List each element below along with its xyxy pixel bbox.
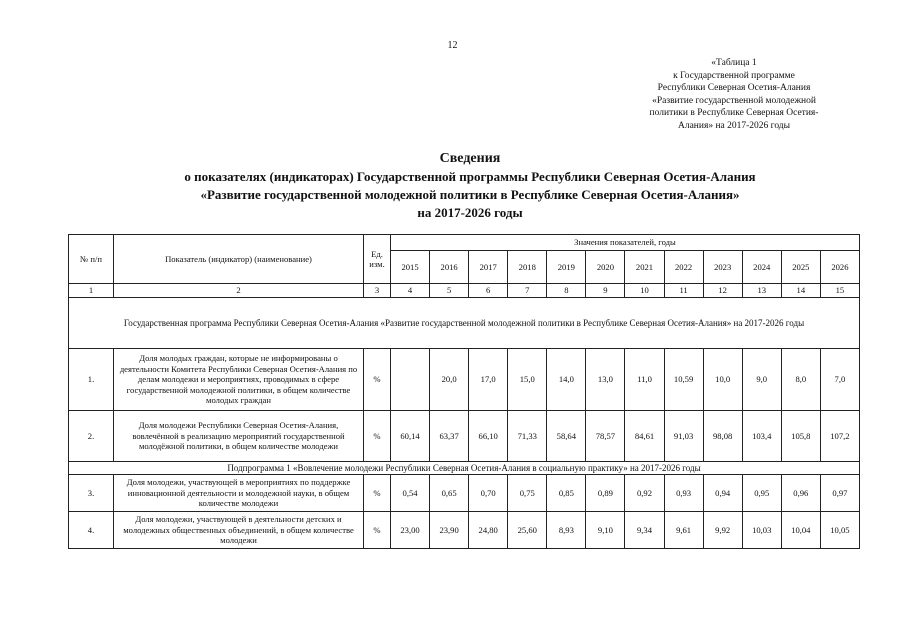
header-year: 2020 — [586, 251, 625, 284]
value-cell: 25,60 — [508, 512, 547, 549]
value-cell: 13,0 — [586, 349, 625, 411]
column-number: 10 — [625, 284, 664, 298]
value-cell: 7,0 — [820, 349, 859, 411]
header-unit: Ед. изм. — [364, 235, 391, 284]
appendix-line: политики в Республике Северная Осетия- — [649, 108, 819, 118]
header-num: № п/п — [69, 235, 114, 284]
header-year: 2023 — [703, 251, 742, 284]
indicator-name: Доля молодежи, участвующей в деятельности детских и молодежных общественных объединений, в общем количестве молодежи — [114, 512, 364, 549]
value-cell: 10,04 — [781, 512, 820, 549]
header-year: 2022 — [664, 251, 703, 284]
row-number: 4. — [69, 512, 114, 549]
value-cell: 84,61 — [625, 411, 664, 462]
title-line: о показателях (индикаторах) Государственной программы Республики Северная Осетия-Алания — [184, 169, 756, 184]
header-year: 2019 — [547, 251, 586, 284]
column-number: 6 — [469, 284, 508, 298]
value-cell: 10,0 — [703, 349, 742, 411]
value-cell: 91,03 — [664, 411, 703, 462]
value-cell: 103,4 — [742, 411, 781, 462]
title-main: Сведения — [439, 151, 501, 166]
value-cell: 0,85 — [547, 475, 586, 512]
appendix-note — [619, 57, 849, 132]
header-year: 2018 — [508, 251, 547, 284]
value-cell: 0,75 — [508, 475, 547, 512]
value-cell: 20,0 — [430, 349, 469, 411]
header-values-group: Значения показателей, годы — [391, 235, 860, 251]
value-cell: 8,0 — [781, 349, 820, 411]
column-numbers-row — [69, 284, 860, 298]
value-cell: 66,10 — [469, 411, 508, 462]
value-cell — [391, 349, 430, 411]
header-year: 2017 — [469, 251, 508, 284]
value-cell: 0,97 — [820, 475, 859, 512]
title-line: на 2017-2026 годы — [417, 205, 523, 220]
title-line: «Развитие государственной молодежной политики в Республике Северная Осетия-Алания» — [200, 187, 740, 202]
column-number: 13 — [742, 284, 781, 298]
subprogram-title: Подпрограмма 1 «Вовлечение молодежи Республики Северная Осетия-Алания в социальную практику» на 2017-2026 годы — [69, 462, 860, 475]
column-number: 11 — [664, 284, 703, 298]
program-title-row — [69, 298, 860, 349]
column-number: 9 — [586, 284, 625, 298]
column-number: 1 — [69, 284, 114, 298]
value-cell: 98,08 — [703, 411, 742, 462]
value-cell: 105,8 — [781, 411, 820, 462]
table-row — [69, 411, 860, 462]
row-number: 1. — [69, 349, 114, 411]
column-number: 2 — [114, 284, 364, 298]
column-number: 8 — [547, 284, 586, 298]
document-title — [90, 150, 850, 222]
appendix-line: Республики Северная Осетия-Алания — [657, 83, 811, 93]
value-cell: 0,96 — [781, 475, 820, 512]
header-year: 2015 — [391, 251, 430, 284]
header-year: 2026 — [820, 251, 859, 284]
header-name: Показатель (индикатор) (наименование) — [114, 235, 364, 284]
value-cell: 9,92 — [703, 512, 742, 549]
value-cell: 17,0 — [469, 349, 508, 411]
value-cell: 63,37 — [430, 411, 469, 462]
column-number: 7 — [508, 284, 547, 298]
indicator-name: Доля молодежи, участвующей в мероприятиях по поддержке инновационной деятельности и молодежной науки, в общем количестве молодежи — [114, 475, 364, 512]
indicators-table — [68, 234, 860, 549]
value-cell: 23,90 — [430, 512, 469, 549]
appendix-line: «Развитие государственной молодежной — [652, 95, 816, 106]
column-number: 3 — [364, 284, 391, 298]
value-cell: 24,80 — [469, 512, 508, 549]
value-cell: 0,93 — [664, 475, 703, 512]
value-cell: 9,10 — [586, 512, 625, 549]
appendix-line: Алания» на 2017-2026 годы — [677, 120, 791, 131]
value-cell: 0,95 — [742, 475, 781, 512]
value-cell: 10,03 — [742, 512, 781, 549]
table-row — [69, 512, 860, 549]
value-cell: 9,34 — [625, 512, 664, 549]
table-row — [69, 349, 860, 411]
value-cell: 0,54 — [391, 475, 430, 512]
column-number: 14 — [781, 284, 820, 298]
unit-cell: % — [364, 512, 391, 549]
subprogram-title-row — [69, 462, 860, 475]
value-cell: 0,94 — [703, 475, 742, 512]
unit-cell: % — [364, 475, 391, 512]
value-cell: 0,92 — [625, 475, 664, 512]
value-cell: 23,00 — [391, 512, 430, 549]
value-cell: 107,2 — [820, 411, 859, 462]
row-number: 2. — [69, 411, 114, 462]
value-cell: 10,05 — [820, 512, 859, 549]
column-number: 4 — [391, 284, 430, 298]
value-cell: 60,14 — [391, 411, 430, 462]
indicator-name: Доля молодых граждан, которые не информированы о деятельности Комитета Республики Северная Осетия-Алания по делам молодежи и мероприятиях, проводимых в сфере государственной молодежной политики, в общем количестве молодых граждан — [114, 349, 364, 411]
value-cell: 58,64 — [547, 411, 586, 462]
header-year: 2016 — [430, 251, 469, 284]
appendix-line: «Таблица 1 — [711, 58, 757, 68]
column-number: 15 — [820, 284, 859, 298]
value-cell: 8,93 — [547, 512, 586, 549]
value-cell: 71,33 — [508, 411, 547, 462]
value-cell: 15,0 — [508, 349, 547, 411]
value-cell: 9,61 — [664, 512, 703, 549]
row-number: 3. — [69, 475, 114, 512]
header-year: 2025 — [781, 251, 820, 284]
indicator-name: Доля молодежи Республики Северная Осетия-Алания, вовлечённой в реализацию мероприятий государственной молодёжной политики, в общем количестве молодежи — [114, 411, 364, 462]
appendix-line: к Государственной программе — [673, 70, 795, 81]
header-row — [69, 235, 860, 251]
value-cell: 0,70 — [469, 475, 508, 512]
value-cell: 0,89 — [586, 475, 625, 512]
column-number: 5 — [430, 284, 469, 298]
value-cell: 11,0 — [625, 349, 664, 411]
value-cell: 0,65 — [430, 475, 469, 512]
table-row — [69, 475, 860, 512]
value-cell: 78,57 — [586, 411, 625, 462]
value-cell: 9,0 — [742, 349, 781, 411]
header-year: 2024 — [742, 251, 781, 284]
indicators-table-body — [69, 235, 860, 549]
program-title: Государственная программа Республики Северная Осетия-Алания «Развитие государственной молодежной политики в Республике Северная Осетия-Алания» на 2017-2026 годы — [69, 298, 860, 349]
column-number: 12 — [703, 284, 742, 298]
unit-cell: % — [364, 349, 391, 411]
value-cell: 14,0 — [547, 349, 586, 411]
header-year: 2021 — [625, 251, 664, 284]
value-cell: 10,59 — [664, 349, 703, 411]
page-number: 12 — [447, 40, 458, 51]
unit-cell: % — [364, 411, 391, 462]
